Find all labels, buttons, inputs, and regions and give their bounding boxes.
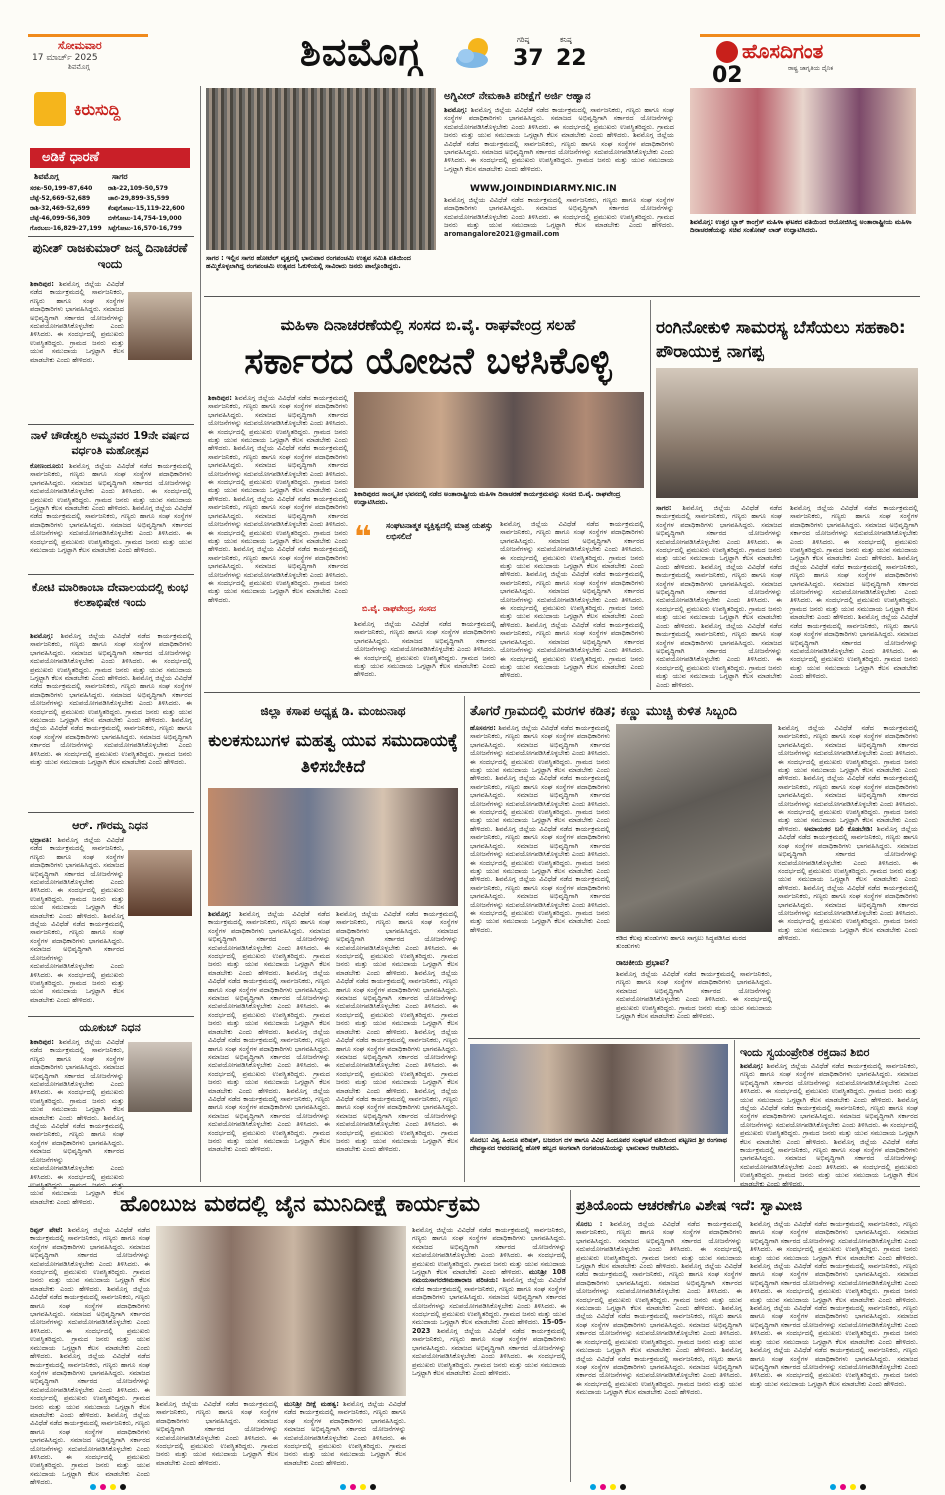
min-temp: 22 (556, 46, 587, 71)
subhead: ಮುನಿಶ್ರೀ ದೀಕ್ಷೆ ಮಹತ್ವ: (284, 1400, 339, 1408)
adike-rate: ಸಿಪ್ಪೆಗೋಟು-16,570-16,799 (108, 225, 182, 232)
adike-rate: ಕೆಂಪುಗೋಟು-15,119-22,600 (108, 205, 185, 212)
hombuja-title: ಹೊಂಬುಜ ಮಠದಲ್ಲಿ ಜೈನ ಮುನಿದೀಕ್ಷೆ ಕಾರ್ಯಕ್ರಮ (119, 1192, 481, 1217)
lead: ಹೊಸನಗರ: (470, 724, 496, 732)
masthead-city-small: ಶಿವಮೊಗ್ಗ (68, 63, 90, 71)
adike-rate: ಬಿಳೆಗೋಟು-14,754-19,000 (108, 215, 182, 222)
rangapanchami-photo (206, 88, 436, 250)
right-story-photo (656, 368, 918, 498)
body-text: ಶಿವಮೊಗ್ಗ ಜಿಲ್ಲೆಯ ವಿವಿಧೆಡೆ ನಡೆದ ಕಾರ್ಯಕ್ರಮದಲ್ಲಿ ಸಾರ್ವಜನಿಕರು, ಗಣ್ಯರು ಹಾಗೂ ಸಂಘ ಸಂಸ್ಥೆಗಳ ಪದಾಧಿಕಾರಿಗಳು ಭಾಗವಹಿಸಿದ್ದರು. ಸಮಾಜದ ಅಭಿವೃದ್ಧಿಗಾಗಿ ಸರ್ಕಾರದ ಯೋಜನೆಗಳನ್ನು ಸದುಪಯೋಗಪಡಿಸಿಕೊಳ್ಳಬೇಕು ಎಂದು ತಿಳಿಸಿದರು. ಈ ಸಂದರ್ಭದಲ್ಲಿ ಪ್ರಮುಖರು ಉಪಸ್ಥಿತರಿದ್ದರು. ಗ್ರಾಮದ ಜನರು ಮತ್ತು ಯುವ ಸಮುದಾಯ ಒಗ್ಗಟ್ಟಾಗಿ ಕೆಲಸ ಮಾಡಬೇಕು ಎಂದು ಹೇಳಿದರು. (790, 504, 918, 563)
adike-rate: ಗೊರಬಲು-16,829-27,199 (30, 225, 102, 232)
lead: ಸೊರಬ : (576, 1220, 603, 1228)
lead: ರಿಪ್ಪನ್ ಪೇಟೆ: (30, 1226, 63, 1234)
body-text: ಶಿವಮೊಗ್ಗ ಜಿಲ್ಲೆಯ ವಿವಿಧೆಡೆ ನಡೆದ ಕಾರ್ಯಕ್ರಮದಲ್ಲಿ ಸಾರ್ವಜನಿಕರು, ಗಣ್ಯರು ಹಾಗೂ ಸಂಘ ಸಂಸ್ಥೆಗಳ ಪದಾಧಿಕಾರಿಗಳು ಭಾಗವಹಿಸಿದ್ದರು. ಸಮಾಜದ ಅಭಿವೃದ್ಧಿಗಾಗಿ ಸರ್ಕಾರದ ಯೋಜನೆಗಳನ್ನು ಸದುಪಯೋಗಪಡಿಸಿಕೊಳ್ಳಬೇಕು ಎಂದು ತಿಳಿಸಿದರು. ಈ ಸಂದರ್ಭದಲ್ಲಿ ಪ್ರಮುಖರು ಉಪಸ್ಥಿತರಿದ್ದರು. ಗ್ರಾಮದ ಜನರು ಮತ್ತು ಯುವ ಸಮುದಾಯ ಒಗ್ಗಟ್ಟಾಗಿ ಕೆಲಸ ಮಾಡಬೇಕು ಎಂದು ಹೇಳಿದರು. (750, 1346, 919, 1388)
quote-icon: ❝ (354, 520, 372, 555)
adike-rate: ಸರಕು-50,199-87,640 (30, 185, 93, 192)
protest-photo (470, 1044, 728, 1134)
sidebar-story-3-body (30, 632, 192, 808)
min-temp-label: ಕನಿಷ್ಠ (560, 36, 572, 44)
lead: ಕೋಣಂದೂರು: (30, 462, 64, 470)
lead: ಶಿವಮೊಗ್ಗ: (30, 632, 54, 640)
masthead-title: ಶಿವಮೊಗ್ಗ (300, 30, 423, 74)
body-text: ಶಿವಮೊಗ್ಗ ಜಿಲ್ಲೆಯ ವಿವಿಧೆಡೆ ನಡೆದ ಕಾರ್ಯಕ್ರಮದಲ್ಲಿ ಸಾರ್ವಜನಿಕರು, ಗಣ್ಯರು ಹಾಗೂ ಸಂಘ ಸಂಸ್ಥೆಗಳ ಪದಾಧಿಕಾರಿಗಳು ಭಾಗವಹಿಸಿದ್ದರು. ಸಮಾಜದ ಅಭಿವೃದ್ಧಿಗಾಗಿ ಸರ್ಕಾರದ ಯೋಜನೆಗಳನ್ನು ಸದುಪಯೋಗಪಡಿಸಿಕೊಳ್ಳಬೇಕು ಎಂದು ತಿಳಿಸಿದರು. ಈ ಸಂದರ್ಭದಲ್ಲಿ ಪ್ರಮುಖರು ಉಪಸ್ಥಿತರಿದ್ದರು. ಗ್ರಾಮದ ಜನರು ಮತ್ತು ಯುವ ಸಮುದಾಯ ಒಗ್ಗಟ್ಟಾಗಿ ಕೆಲಸ ಮಾಡಬೇಕು ಎಂದು ಹೇಳಿದರು. (656, 562, 783, 630)
lead: ಭದ್ರಾವತಿ: (30, 836, 52, 844)
adike-rate: ಚಾಲಿ-29,899-35,599 (108, 195, 170, 202)
trees-body-1 (470, 724, 610, 1036)
body-text: ಶಿವಮೊಗ್ಗ ಜಿಲ್ಲೆಯ ವಿವಿಧೆಡೆ ನಡೆದ ಕಾರ್ಯಕ್ರಮದಲ್ಲಿ ಸಾರ್ವಜನಿಕರು, ಗಣ್ಯರು ಹಾಗೂ ಸಂಘ ಸಂಸ್ಥೆಗಳ ಪದಾಧಿಕಾರಿಗಳು ಭಾಗವಹಿಸಿದ್ದರು. ಸಮಾಜದ ಅಭಿವೃದ್ಧಿಗಾಗಿ ಸರ್ಕಾರದ ಯೋಜನೆಗಳನ್ನು ಸದುಪಯೋಗಪಡಿಸಿಕೊಳ್ಳಬೇಕು ಎಂದು ತಿಳಿಸಿದರು. ಈ ಸಂದರ್ಭದಲ್ಲಿ ಪ್ರಮುಖರು ಉಪಸ್ಥಿತರಿದ್ದರು. ಗ್ರಾಮದ ಜನರು ಮತ್ತು ಯುವ ಸಮುದಾಯ ಒಗ್ಗಟ್ಟಾಗಿ ಕೆಲಸ ಮಾಡಬೇಕು ಎಂದು ಹೇಳಿದರು. (616, 970, 772, 1021)
weather-icon (450, 36, 496, 70)
agniveer-title: ಅಗ್ನಿವೀರ್ ನೇಮಕಾತಿ ಪರೀಕ್ಷೆಗೆ ಅರ್ಜಿ ಆಹ್ವಾನ (444, 91, 591, 102)
hombuja-body-3 (156, 1400, 278, 1478)
date: 15-05-2023 (412, 1318, 566, 1335)
lead-title: ಸರ್ಕಾರದ ಯೋಜನೆ ಬಳಸಿಕೊಳ್ಳಿ (244, 341, 612, 382)
body-text: ಶಿವಮೊಗ್ಗ ಜಿಲ್ಲೆಯ ವಿವಿಧೆಡೆ ನಡೆದ ಕಾರ್ಯಕ್ರಮದಲ್ಲಿ ಸಾರ್ವಜನಿಕರು, ಗಣ್ಯರು ಹಾಗೂ ಸಂಘ ಸಂಸ್ಥೆಗಳ ಪದಾಧಿಕಾರಿಗಳು ಭಾಗವಹಿಸಿದ್ದರು. ಸಮಾಜದ ಅಭಿವೃದ್ಧಿಗಾಗಿ ಸರ್ಕಾರದ ಯೋಜನೆಗಳನ್ನು ಸದುಪಯೋಗಪಡಿಸಿಕೊಳ್ಳಬೇಕು ಎಂದು ತಿಳಿಸಿದರು. ಈ ಸಂದರ್ಭದಲ್ಲಿ ಪ್ರಮುಖರು ಉಪಸ್ಥಿತರಿದ್ದರು. ಗ್ರಾಮದ ಜನರು ಮತ್ತು ಯುವ ಸಮುದಾಯ ಒಗ್ಗಟ್ಟಾಗಿ ಕೆಲಸ ಮಾಡಬೇಕು ಎಂದು ಹೇಳಿದರು. (500, 570, 644, 629)
hombuja-body-2 (412, 1226, 566, 1478)
adike-rates-1 (30, 184, 110, 234)
sidebar-story-5-photo (128, 1042, 192, 1112)
lead: ಸಾಗರ: (656, 504, 672, 512)
blood-title: ಇಂದು ಸ್ವಯಂಪ್ರೇರಿತ ರಕ್ತದಾನ ಶಿಬಿರ (740, 1046, 870, 1059)
body-text: ಶಿವಮೊಗ್ಗ ಜಿಲ್ಲೆಯ ವಿವಿಧೆಡೆ ನಡೆದ ಕಾರ್ಯಕ್ರಮದಲ್ಲಿ ಸಾರ್ವಜನಿಕರು, ಗಣ್ಯರು ಹಾಗೂ ಸಂಘ ಸಂಸ್ಥೆಗಳ ಪದಾಧಿಕಾರಿಗಳು ಭಾಗವಹಿಸಿದ್ದರು. ಸಮಾಜದ ಅಭಿವೃದ್ಧಿಗಾಗಿ ಸರ್ಕಾರದ ಯೋಜನೆಗಳನ್ನು ಸದುಪಯೋಗಪಡಿಸಿಕೊಳ್ಳಬೇಕು ಎಂದು ತಿಳಿಸಿದರು. ಈ ಸಂದರ್ಭದಲ್ಲಿ ಪ್ರಮುಖರು ಉಪಸ್ಥಿತರಿದ್ದರು. ಗ್ರಾಮದ ಜನರು ಮತ್ತು ಯುವ ಸಮುದಾಯ ಒಗ್ಗಟ್ಟಾಗಿ ಕೆಲಸ ಮಾಡಬೇಕು ಎಂದು ಹೇಳಿದರು. (30, 911, 124, 1004)
body-text: ಶಿವಮೊಗ್ಗ ಜಿಲ್ಲೆಯ ವಿವಿಧೆಡೆ ನಡೆದ ಕಾರ್ಯಕ್ರಮದಲ್ಲಿ ಸಾರ್ವಜನಿಕರು, ಗಣ್ಯರು ಹಾಗೂ ಸಂಘ ಸಂಸ್ಥೆಗಳ ಪದಾಧಿಕಾರಿಗಳು ಭಾಗವಹಿಸಿದ್ದರು. ಸಮಾಜದ ಅಭಿವೃದ್ಧಿಗಾಗಿ ಸರ್ಕಾರದ ಯೋಜನೆಗಳನ್ನು ಸದುಪಯೋಗಪಡಿಸಿಕೊಳ್ಳಬೇಕು ಎಂದು ತಿಳಿಸಿದರು. ಈ ಸಂದರ್ಭದಲ್ಲಿ ಪ್ರಮುಖರು ಉಪಸ್ಥಿತರಿದ್ದರು. ಗ್ರಾಮದ ಜನರು ಮತ್ತು ಯುವ ಸಮುದಾಯ ಒಗ್ಗಟ್ಟಾಗಿ ಕೆಲಸ ಮಾಡಬೇಕು ಎಂದು ಹೇಳಿದರು. (30, 1410, 150, 1487)
registration-marks (90, 1484, 870, 1492)
trees-body-3 (778, 724, 918, 1036)
body-text: ಶಿವಮೊಗ್ಗ ಜಿಲ್ಲೆಯ ವಿವಿಧೆಡೆ ನಡೆದ ಕಾರ್ಯಕ್ರಮದಲ್ಲಿ ಸಾರ್ವಜನಿಕರು, ಗಣ್ಯರು ಹಾಗೂ ಸಂಘ ಸಂಸ್ಥೆಗಳ ಪದಾಧಿಕಾರಿಗಳು ಭಾಗವಹಿಸಿದ್ದರು. ಸಮಾಜದ ಅಭಿವೃದ್ಧಿಗಾಗಿ ಸರ್ಕಾರದ ಯೋಜನೆಗಳನ್ನು ಸದುಪಯೋಗಪಡಿಸಿಕೊಳ್ಳಬೇಕು ಎಂದು ತಿಳಿಸಿದರು. ಈ ಸಂದರ್ಭದಲ್ಲಿ ಪ್ರಮುಖರು ಉಪಸ್ಥಿತರಿದ್ದರು. ಗ್ರಾಮದ ಜನರು ಮತ್ತು ಯುವ ಸಮುದಾಯ ಒಗ್ಗಟ್ಟಾಗಿ ಕೆಲಸ ಮಾಡಬೇಕು ಎಂದು ಹೇಳಿದರು. (750, 1220, 919, 1262)
trees-body-2 (616, 970, 772, 1036)
adike-rate: ಬೆಟ್ಟೆ-46,099-56,309 (30, 215, 91, 222)
agniveer-body (444, 106, 674, 186)
body-text: ಶಿವಮೊಗ್ಗ ಜಿಲ್ಲೆಯ ವಿವಿಧೆಡೆ ನಡೆದ ಕಾರ್ಯಕ್ರಮದಲ್ಲಿ ಸಾರ್ವಜನಿಕರು, ಗಣ್ಯರು ಹಾಗೂ ಸಂಘ ಸಂಸ್ಥೆಗಳ ಪದಾಧಿಕಾರಿಗಳು ಭಾಗವಹಿಸಿದ್ದರು. ಸಮಾಜದ ಅಭಿವೃದ್ಧಿಗಾಗಿ ಸರ್ಕಾರದ ಯೋಜನೆಗಳನ್ನು ಸದುಪಯೋಗಪಡಿಸಿಕೊಳ್ಳಬೇಕು ಎಂದು ತಿಳಿಸಿದರು. ಈ ಸಂದರ್ಭದಲ್ಲಿ ಪ್ರಮುಖರು ಉಪಸ್ಥಿತರಿದ್ದರು. ಗ್ರಾಮದ ಜನರು ಮತ್ತು ಯುವ ಸಮುದಾಯ ಒಗ್ಗಟ್ಟಾಗಿ ಕೆಲಸ ಮಾಡಬೇಕು ಎಂದು ಹೇಳಿದರು. (740, 1062, 918, 1104)
body-text: ಶಿವಮೊಗ್ಗ ಜಿಲ್ಲೆಯ ವಿವಿಧೆಡೆ ನಡೆದ ಕಾರ್ಯಕ್ರಮದಲ್ಲಿ ಸಾರ್ವಜನಿಕರು, ಗಣ್ಯರು ಹಾಗೂ ಸಂಘ ಸಂಸ್ಥೆಗಳ ಪದಾಧಿಕಾರಿಗಳು ಭಾಗವಹಿಸಿದ್ದರು. ಸಮಾಜದ ಅಭಿವೃದ್ಧಿಗಾಗಿ ಸರ್ಕಾರದ ಯೋಜನೆಗಳನ್ನು ಸದುಪಯೋಗಪಡಿಸಿಕೊಳ್ಳಬೇಕು ಎಂದು ತಿಳಿಸಿದರು. ಈ ಸಂದರ್ಭದಲ್ಲಿ ಪ್ರಮುಖರು ಉಪಸ್ಥಿತರಿದ್ದರು. ಗ್ರಾಮದ ಜನರು ಮತ್ತು ಯುವ ಸಮುದಾಯ ಒಗ್ಗಟ್ಟಾಗಿ ಕೆಲಸ ಮಾಡಬೇಕು ಎಂದು ಹೇಳಿದರು. (444, 131, 674, 173)
masthead-date-box (28, 34, 148, 70)
sidebar-story-5-title: ಯೂಕುಬ್ ನಿಧನ (79, 1021, 141, 1034)
sidebar-story-1-body (30, 280, 124, 420)
body-text: ಶಿವಮೊಗ್ಗ ಜಿಲ್ಲೆಯ ವಿವಿಧೆಡೆ ನಡೆದ ಕಾರ್ಯಕ್ರಮದಲ್ಲಿ ಸಾರ್ವಜನಿಕರು, ಗಣ್ಯರು ಹಾಗೂ ಸಂಘ ಸಂಸ್ಥೆಗಳ ಪದಾಧಿಕಾರಿಗಳು ಭಾಗವಹಿಸಿದ್ದರು. ಸಮಾಜದ ಅಭಿವೃದ್ಧಿಗಾಗಿ ಸರ್ಕಾರದ ಯೋಜನೆಗಳನ್ನು ಸದುಪಯೋಗಪಡಿಸಿಕೊಳ್ಳಬೇಕು ಎಂದು ತಿಳಿಸಿದರು. ಈ ಸಂದರ್ಭದಲ್ಲಿ ಪ್ರಮುಖರು ಉಪಸ್ಥಿತರಿದ್ದರು. ಗ್ರಾಮದ ಜನರು ಮತ್ತು ಯುವ ಸಮುದಾಯ ಒಗ್ಗಟ್ಟಾಗಿ ಕೆಲಸ ಮಾಡಬೇಕು ಎಂದು ಹೇಳಿದರು. (30, 1038, 124, 1122)
sidebar-story-4-body (30, 836, 124, 1012)
body-text: ಶಿವಮೊಗ್ಗ ಜಿಲ್ಲೆಯ ವಿವಿಧೆಡೆ ನಡೆದ ಕಾರ್ಯಕ್ರಮದಲ್ಲಿ ಸಾರ್ವಜನಿಕರು, ಗಣ್ಯರು ಹಾಗೂ ಸಂಘ ಸಂಸ್ಥೆಗಳ ಪದಾಧಿಕಾರಿಗಳು ಭಾಗವಹಿಸಿದ್ದರು. ಸಮಾಜದ ಅಭಿವೃದ್ಧಿಗಾಗಿ ಸರ್ಕಾರದ ಯೋಜನೆಗಳನ್ನು ಸದುಪಯೋಗಪಡಿಸಿಕೊಳ್ಳಬೇಕು ಎಂದು ತಿಳಿಸಿದರು. ಈ ಸಂದರ್ಭದಲ್ಲಿ ಪ್ರಮುಖರು ಉಪಸ್ಥಿತರಿದ್ದರು. ಗ್ರಾಮದ ಜನರು ಮತ್ತು ಯುವ ಸಮುದಾಯ ಒಗ್ಗಟ್ಟಾಗಿ ಕೆಲಸ ಮಾಡಬೇಕು ಎಂದು ಹೇಳಿದರು. (778, 774, 918, 833)
kasapa-body-2 (336, 910, 458, 1178)
swamiji-body-1 (576, 1220, 742, 1478)
right-story-body-2 (790, 504, 918, 690)
body-text: ಶಿವಮೊಗ್ಗ ಜಿಲ್ಲೆಯ ವಿವಿಧೆಡೆ ನಡೆದ ಕಾರ್ಯಕ್ರಮದಲ್ಲಿ ಸಾರ್ವಜನಿಕರು, ಗಣ್ಯರು ಹಾಗೂ ಸಂಘ ಸಂಸ್ಥೆಗಳ ಪದಾಧಿಕಾರಿಗಳು ಭಾಗವಹಿಸಿದ್ದರು. ಸಮಾಜದ ಅಭಿವೃದ್ಧಿಗಾಗಿ ಸರ್ಕಾರದ ಯೋಜನೆಗಳನ್ನು ಸದುಪಯೋಗಪಡಿಸಿಕೊಳ್ಳಬೇಕು ಎಂದು ತಿಳಿಸಿದರು. ಈ ಸಂದರ್ಭದಲ್ಲಿ ಪ್ರಮುಖರು ಉಪಸ್ಥಿತರಿದ್ದರು. ಗ್ರಾಮದ ಜನರು ಮತ್ತು ಯುವ ಸಮುದಾಯ ಒಗ್ಗಟ್ಟಾಗಿ ಕೆಲಸ ಮಾಡಬೇಕು ಎಂದು ಹೇಳಿದರು. (500, 520, 644, 579)
lead: ಶಿಕಾರಿಪುರ: (208, 394, 232, 402)
body-text: ಶಿವಮೊಗ್ಗ ಜಿಲ್ಲೆಯ ವಿವಿಧೆಡೆ ನಡೆದ ಕಾರ್ಯಕ್ರಮದಲ್ಲಿ ಸಾರ್ವಜನಿಕರು, ಗಣ್ಯರು ಹಾಗೂ ಸಂಘ ಸಂಸ್ಥೆಗಳ ಪದಾಧಿಕಾರಿಗಳು ಭಾಗವಹಿಸಿದ್ದರು. ಸಮಾಜದ ಅಭಿವೃದ್ಧಿಗಾಗಿ ಸರ್ಕಾರದ ಯೋಜನೆಗಳನ್ನು ಸದುಪಯೋಗಪಡಿಸಿಕೊಳ್ಳಬೇಕು ಎಂದು ತಿಳಿಸಿದರು. ಈ ಸಂದರ್ಭದಲ್ಲಿ ಪ್ರಮುಖರು ಉಪಸ್ಥಿತರಿದ್ದರು. ಗ್ರಾಮದ ಜನರು ಮತ್ತು ಯುವ ಸಮುದಾಯ ಒಗ್ಗಟ್ಟಾಗಿ ಕೆಲಸ ಮಾಡಬೇಕು ಎಂದು ಹೇಳಿದರು. (740, 1095, 918, 1146)
body-text: ಶಿವಮೊಗ್ಗ ಜಿಲ್ಲೆಯ ವಿವಿಧೆಡೆ ನಡೆದ ಕಾರ್ಯಕ್ರಮದಲ್ಲಿ ಸಾರ್ವಜನಿಕರು, ಗಣ್ಯರು ಹಾಗೂ ಸಂಘ ಸಂಸ್ಥೆಗಳ ಪದಾಧಿಕಾರಿಗಳು ಭಾಗವಹಿಸಿದ್ದರು. ಸಮಾಜದ ಅಭಿವೃದ್ಧಿಗಾಗಿ ಸರ್ಕಾರದ ಯೋಜನೆಗಳನ್ನು ಸದುಪಯೋಗಪಡಿಸಿಕೊಳ್ಳಬೇಕು ಎಂದು ತಿಳಿಸಿದರು. ಈ ಸಂದರ್ಭದಲ್ಲಿ ಪ್ರಮುಖರು ಉಪಸ್ಥಿತರಿದ್ದರು. ಗ್ರಾಮದ ಜನರು ಮತ್ತು ಯುವ ಸಮುದಾಯ ಒಗ್ಗಟ್ಟಾಗಿ ಕೆಲಸ ಮಾಡಬೇಕು ಎಂದು ಹೇಳಿದರು. (778, 883, 918, 943)
body-text: ಶಿವಮೊಗ್ಗ ಜಿಲ್ಲೆಯ ವಿವಿಧೆಡೆ ನಡೆದ ಕಾರ್ಯಕ್ರಮದಲ್ಲಿ ಸಾರ್ವಜನಿಕರು, ಗಣ್ಯರು ಹಾಗೂ ಸಂಘ ಸಂಸ್ಥೆಗಳ ಪದಾಧಿಕಾರಿಗಳು ಭಾಗವಹಿಸಿದ್ದರು. ಸಮಾಜದ ಅಭಿವೃದ್ಧಿಗಾಗಿ ಸರ್ಕಾರದ ಯೋಜನೆಗಳನ್ನು ಸದುಪಯೋಗಪಡಿಸಿಕೊಳ್ಳಬೇಕು ಎಂದು ತಿಳಿಸಿದರು. ಈ ಸಂದರ್ಭದಲ್ಲಿ ಪ್ರಮುಖರು ಉಪಸ್ಥಿತರಿದ್ದರು. ಗ್ರಾಮದ ಜನರು ಮತ್ತು ಯುವ ಸಮುದಾಯ ಒಗ್ಗಟ್ಟಾಗಿ ಕೆಲಸ ಮಾಡಬೇಕು ಎಂದು ಹೇಳಿದರು. (778, 724, 918, 783)
brand-box (700, 34, 920, 86)
adike-market-1: ಶಿವಮೊಗ್ಗ (34, 172, 59, 181)
body-text: ಶಿವಮೊಗ್ಗ ಜಿಲ್ಲೆಯ ವಿವಿಧೆಡೆ ನಡೆದ ಕಾರ್ಯಕ್ರಮದಲ್ಲಿ ಸಾರ್ವಜನಿಕರು, ಗಣ್ಯರು ಹಾಗೂ ಸಂಘ ಸಂಸ್ಥೆಗಳ ಪದಾಧಿಕಾರಿಗಳು ಭಾಗವಹಿಸಿದ್ದರು. ಸಮಾಜದ ಅಭಿವೃದ್ಧಿಗಾಗಿ ಸರ್ಕಾರದ ಯೋಜನೆಗಳನ್ನು ಸದುಪಯೋಗಪಡಿಸಿಕೊಳ್ಳಬೇಕು ಎಂದು ತಿಳಿಸಿದರು. ಈ ಸಂದರ್ಭದಲ್ಲಿ ಪ್ರಮುಖರು ಉಪಸ್ಥಿತರಿದ್ದರು. ಗ್ರಾಮದ ಜನರು ಮತ್ತು ಯುವ ಸಮುದಾಯ ಒಗ್ಗಟ್ಟಾಗಿ ಕೆಲಸ ಮಾಡಬೇಕು ಎಂದು ಹೇಳಿದರು. (354, 620, 496, 679)
kasapa-title: ಕುಲಕಸುಬುಗಳ ಮಹತ್ವ ಯುವ ಸಮುದಾಯಕ್ಕೆ ತಿಳಿಸಬೇಕಿದೆ (208, 731, 458, 777)
body-text: ಶಿವಮೊಗ್ಗ ಜಿಲ್ಲೆಯ ವಿವಿಧೆಡೆ ನಡೆದ ಕಾರ್ಯಕ್ರಮದಲ್ಲಿ ಸಾರ್ವಜನಿಕರು, ಗಣ್ಯರು ಹಾಗೂ ಸಂಘ ಸಂಸ್ಥೆಗಳ ಪದಾಧಿಕಾರಿಗಳು ಭಾಗವಹಿಸಿದ್ದರು. ಸಮಾಜದ ಅಭಿವೃದ್ಧಿಗಾಗಿ ಸರ್ಕಾರದ ಯೋಜನೆಗಳನ್ನು ಸದುಪಯೋಗಪಡಿಸಿಕೊಳ್ಳಬೇಕು ಎಂದು ತಿಳಿಸಿದರು. ಈ ಸಂದರ್ಭದಲ್ಲಿ ಪ್ರಮುಖರು ಉಪಸ್ಥಿತರಿದ್ದರು. ಗ್ರಾಮದ ಜನರು ಮತ್ತು ಯುವ ಸಮುದಾಯ ಒಗ್ಗಟ್ಟಾಗಿ ಕೆಲಸ ಮಾಡಬೇಕು ಎಂದು ಹೇಳಿದರು. (208, 1086, 330, 1154)
body-text: ಶಿವಮೊಗ್ಗ ಜಿಲ್ಲೆಯ ವಿವಿಧೆಡೆ ನಡೆದ ಕಾರ್ಯಕ್ರಮದಲ್ಲಿ ಸಾರ್ವಜನಿಕರು, ಗಣ್ಯರು ಹಾಗೂ ಸಂಘ ಸಂಸ್ಥೆಗಳ ಪದಾಧಿಕಾರಿಗಳು ಭಾಗವಹಿಸಿದ್ದರು. ಸಮಾಜದ ಅಭಿವೃದ್ಧಿಗಾಗಿ ಸರ್ಕಾರದ ಯೋಜನೆಗಳನ್ನು ಸದುಪಯೋಗಪಡಿಸಿಕೊಳ್ಳಬೇಕು ಎಂದು ತಿಳಿಸಿದರು. ಈ ಸಂದರ್ಭದಲ್ಲಿ ಪ್ರಮುಖರು ಉಪಸ್ಥಿತರಿದ್ದರು. ಗ್ರಾಮದ ಜನರು ಮತ್ತು ಯುವ ಸಮುದಾಯ ಒಗ್ಗಟ್ಟಾಗಿ ಕೆಲಸ ಮಾಡಬೇಕು ಎಂದು ಹೇಳಿದರು. (208, 545, 348, 604)
adike-market-2: ಸಾಗರ (112, 172, 128, 181)
hombuja-photo (156, 1226, 406, 1396)
swamiji-body-2 (750, 1220, 918, 1478)
lead-quote: ಸಂಘಟನಾತ್ಮಕ ವ್ಯಕ್ತಿತ್ವದಲ್ಲಿ ಮಾತ್ರ ಯಶಸ್ಸು ಲಭಿಸಲಿದೆ (386, 521, 493, 541)
hombuja-body-1 (30, 1226, 150, 1487)
body-text: ಶಿವಮೊಗ್ಗ ಜಿಲ್ಲೆಯ ವಿವಿಧೆಡೆ ನಡೆದ ಕಾರ್ಯಕ್ರಮದಲ್ಲಿ ಸಾರ್ವಜನಿಕರು, ಗಣ್ಯರು ಹಾಗೂ ಸಂಘ ಸಂಸ್ಥೆಗಳ ಪದಾಧಿಕಾರಿಗಳು ಭಾಗವಹಿಸಿದ್ದರು. ಸಮಾಜದ ಅಭಿವೃದ್ಧಿಗಾಗಿ ಸರ್ಕಾರದ ಯೋಜನೆಗಳನ್ನು ಸದುಪಯೋಗಪಡಿಸಿಕೊಳ್ಳಬೇಕು ಎಂದು ತಿಳಿಸಿದರು. ಈ ಸಂದರ್ಭದಲ್ಲಿ ಪ್ರಮುಖರು ಉಪಸ್ಥಿತರಿದ್ದರು. ಗ್ರಾಮದ ಜನರು ಮತ್ತು ಯುವ ಸಮುದಾಯ ಒಗ್ಗಟ್ಟಾಗಿ ಕೆಲಸ ಮಾಡಬೇಕು ಎಂದು ಹೇಳಿದರು. (750, 1304, 919, 1346)
congress-women-caption: ಶಿವಮೊಗ್ಗ: ಉತ್ತರ ಬ್ಲಾಕ್ ಕಾಂಗ್ರೆಸ್ ಮಹಿಳಾ ಘಟಕದ ವತಿಯಿಂದ ಆಯೋಜಿಸಿದ್ದ ಅಂತಾರಾಷ್ಟ್ರೀಯ ಮಹಿಳಾ ದಿನಾಚರಣೆಯನ್ನು ಸಚಿವ ಸಂತೋಷ್ ಲಾಡ್ ಉದ್ಘಾಟಿಸಿದರು. (690, 218, 912, 235)
body-text: ಶಿವಮೊಗ್ಗ ಜಿಲ್ಲೆಯ ವಿವಿಧೆಡೆ ನಡೆದ ಕಾರ್ಯಕ್ರಮದಲ್ಲಿ ಸಾರ್ವಜನಿಕರು, ಗಣ್ಯರು ಹಾಗೂ ಸಂಘ ಸಂಸ್ಥೆಗಳ ಪದಾಧಿಕಾರಿಗಳು ಭಾಗವಹಿಸಿದ್ದರು. ಸಮಾಜದ ಅಭಿವೃದ್ಧಿಗಾಗಿ ಸರ್ಕಾರದ ಯೋಜನೆಗಳನ್ನು ಸದುಪಯೋಗಪಡಿಸಿಕೊಳ್ಳಬೇಕು ಎಂದು ತಿಳಿಸಿದರು. ಈ ಸಂದರ್ಭದಲ್ಲಿ ಪ್ರಮುಖರು ಉಪಸ್ಥಿತರಿದ್ದರು. ಗ್ರಾಮದ ಜನರು ಮತ್ತು ಯುವ ಸಮುದಾಯ ಒಗ್ಗಟ್ಟಾಗಿ ಕೆಲಸ ಮಾಡಬೇಕು ಎಂದು ಹೇಳಿದರು. (208, 1027, 330, 1095)
body-text: ಶಿವಮೊಗ್ಗ ಜಿಲ್ಲೆಯ ವಿವಿಧೆಡೆ ನಡೆದ ಕಾರ್ಯಕ್ರಮದಲ್ಲಿ ಸಾರ್ವಜನಿಕರು, ಗಣ್ಯರು ಹಾಗೂ ಸಂಘ ಸಂಸ್ಥೆಗಳ ಪದಾಧಿಕಾರಿಗಳು ಭಾಗವಹಿಸಿದ್ದರು. ಸಮಾಜದ ಅಭಿವೃದ್ಧಿಗಾಗಿ ಸರ್ಕಾರದ ಯೋಜನೆಗಳನ್ನು ಸದುಪಯೋಗಪಡಿಸಿಕೊಳ್ಳಬೇಕು ಎಂದು ತಿಳಿಸಿದರು. ಈ ಸಂದರ್ಭದಲ್ಲಿ ಪ್ರಮುಖರು ಉಪಸ್ಥಿತರಿದ್ದರು. ಗ್ರಾಮದ ಜನರು ಮತ್ತು ಯುವ ಸಮುದಾಯ ಒಗ್ಗಟ್ಟಾಗಿ ಕೆಲಸ ಮಾಡಬೇಕು ಎಂದು ಹೇಳಿದರು. (412, 1276, 566, 1327)
adike-rate: ಬೆಟ್ಟೆ-52,669-52,689 (30, 195, 91, 202)
lead-body-col3 (354, 620, 496, 684)
sidebar-story-1-title: ಪುನೀತ್ ರಾಜಕುಮಾರ್ ಜನ್ಮ ದಿನಾಚರಣೆ ಇಂದು (32, 241, 188, 271)
lead-body-col1 (208, 394, 348, 684)
body-text: ಶಿವಮೊಗ್ಗ ಜಿಲ್ಲೆಯ ವಿವಿಧೆಡೆ ನಡೆದ ಕಾರ್ಯಕ್ರಮದಲ್ಲಿ ಸಾರ್ವಜನಿಕರು, ಗಣ್ಯರು ಹಾಗೂ ಸಂಘ ಸಂಸ್ಥೆಗಳ ಪದಾಧಿಕಾರಿಗಳು ಭಾಗವಹಿಸಿದ್ದರು. ಸಮಾಜದ ಅಭಿವೃದ್ಧಿಗಾಗಿ ಸರ್ಕಾರದ ಯೋಜನೆಗಳನ್ನು ಸದುಪಯೋಗಪಡಿಸಿಕೊಳ್ಳಬೇಕು ಎಂದು ತಿಳಿಸಿದರು. ಈ ಸಂದರ್ಭದಲ್ಲಿ ಪ್ರಮುಖರು ಉಪಸ್ಥಿತರಿದ್ದರು. ಗ್ರಾಮದ ಜನರು ಮತ್ತು ಯುವ ಸಮುದಾಯ ಒಗ್ಗಟ್ಟಾಗಿ ಕೆಲಸ ಮಾಡಬೇಕು ಎಂದು ಹೇಳಿದರು. (30, 674, 192, 725)
right-story-title: ರಂಗಿನೋಕುಳಿ ಸಾಮರಸ್ಯ ಬೆಸೆಯಲು ಸಹಕಾರಿ: ಪೌರಾಯುಕ್ತ ನಾಗಪ್ಪ (656, 318, 906, 362)
body-text: ಶಿವಮೊಗ್ಗ ಜಿಲ್ಲೆಯ ವಿವಿಧೆಡೆ ನಡೆದ ಕಾರ್ಯಕ್ರಮದಲ್ಲಿ ಸಾರ್ವಜನಿಕರು, ಗಣ್ಯರು ಹಾಗೂ ಸಂಘ ಸಂಸ್ಥೆಗಳ ಪದಾಧಿಕಾರಿಗಳು ಭಾಗವಹಿಸಿದ್ದರು. ಸಮಾಜದ ಅಭಿವೃದ್ಧಿಗಾಗಿ ಸರ್ಕಾರದ ಯೋಜನೆಗಳನ್ನು ಸದುಪಯೋಗಪಡಿಸಿಕೊಳ್ಳಬೇಕು ಎಂದು ತಿಳಿಸಿದರು. ಈ ಸಂದರ್ಭದಲ್ಲಿ ಪ್ರಮುಖರು ಉಪಸ್ಥಿತರಿದ್ದರು. ಗ್ರಾಮದ ಜನರು ಮತ್ತು ಯುವ ಸಮುದಾಯ ಒಗ್ಗಟ್ಟಾಗಿ ಕೆಲಸ ಮಾಡಬೇಕು ಎಂದು ಹೇಳಿದರು. (30, 462, 192, 513)
agniveer-url[interactable]: WWW.JOINDINDIARMY.NIC.IN (470, 184, 617, 194)
page-number: 02 (712, 63, 743, 88)
lead-photo (354, 392, 644, 488)
body-text: ಶಿವಮೊಗ್ಗ ಜಿಲ್ಲೆಯ ವಿವಿಧೆಡೆ ನಡೆದ ಕಾರ್ಯಕ್ರಮದಲ್ಲಿ ಸಾರ್ವಜನಿಕರು, ಗಣ್ಯರು ಹಾಗೂ ಸಂಘ ಸಂಸ್ಥೆಗಳ ಪದಾಧಿಕಾರಿಗಳು ಭಾಗವಹಿಸಿದ್ದರು. ಸಮಾಜದ ಅಭಿವೃದ್ಧಿಗಾಗಿ ಸರ್ಕಾರದ ಯೋಜನೆಗಳನ್ನು ಸದುಪಯೋಗಪಡಿಸಿಕೊಳ್ಳಬೇಕು ಎಂದು ತಿಳಿಸಿದರು. ಈ ಸಂದರ್ಭದಲ್ಲಿ ಪ್ರಮುಖರು ಉಪಸ್ಥಿತರಿದ್ದರು. ಗ್ರಾಮದ ಜನರು ಮತ್ತು ಯುವ ಸಮುದಾಯ ಒಗ್ಗಟ್ಟಾಗಿ ಕೆಲಸ ಮಾಡಬೇಕು ಎಂದು ಹೇಳಿದರು. (208, 444, 348, 503)
sidebar-story-2-title: ನಾಳೆ ಚೌಡೇಶ್ವರಿ ಅಮ್ಮನವರ 19ನೇ ವರ್ಷದ ವರ್ಧಂತಿ ಮಹೋತ್ಸವ (30, 429, 190, 457)
adike-rate: ರಾಶಿ-32,469-52,699 (30, 205, 90, 212)
body-text: ಶಿವಮೊಗ್ಗ ಜಿಲ್ಲೆಯ ವಿವಿಧೆಡೆ ನಡೆದ ಕಾರ್ಯಕ್ರಮದಲ್ಲಿ ಸಾರ್ವಜನಿಕರು, ಗಣ್ಯರು ಹಾಗೂ ಸಂಘ ಸಂಸ್ಥೆಗಳ ಪದಾಧಿಕಾರಿಗಳು ಭಾಗವಹಿಸಿದ್ದರು. ಸಮಾಜದ ಅಭಿವೃದ್ಧಿಗಾಗಿ ಸರ್ಕಾರದ ಯೋಜನೆಗಳನ್ನು ಸದುಪಯೋಗಪಡಿಸಿಕೊಳ್ಳಬೇಕು ಎಂದು ತಿಳಿಸಿದರು. ಈ ಸಂದರ್ಭದಲ್ಲಿ ಪ್ರಮುಖರು ಉಪಸ್ಥಿತರಿದ್ದರು. ಗ್ರಾಮದ ಜನರು ಮತ್ತು ಯುವ ಸಮುದಾಯ ಒಗ್ಗಟ್ಟಾಗಿ ಕೆಲಸ ಮಾಡಬೇಕು ಎಂದು ಹೇಳಿದರು. (470, 875, 610, 934)
brand-logo-icon (716, 41, 738, 63)
congress-women-photo (690, 88, 916, 214)
body-text: ಶಿವಮೊಗ್ಗ ಜಿಲ್ಲೆಯ ವಿವಿಧೆಡೆ ನಡೆದ ಕಾರ್ಯಕ್ರಮದಲ್ಲಿ ಸಾರ್ವಜನಿಕರು, ಗಣ್ಯರು ಹಾಗೂ ಸಂಘ ಸಂಸ್ಥೆಗಳ ಪದಾಧಿಕಾರಿಗಳು ಭಾಗವಹಿಸಿದ್ದರು. ಸಮಾಜದ ಅಭಿವೃದ್ಧಿಗಾಗಿ ಸರ್ಕಾರದ ಯೋಜನೆಗಳನ್ನು ಸದುಪಯೋಗಪಡಿಸಿಕೊಳ್ಳಬೇಕು ಎಂದು ತಿಳಿಸಿದರು. ಈ ಸಂದರ್ಭದಲ್ಲಿ ಪ್ರಮುಖರು ಉಪಸ್ಥಿತರಿದ್ದರು. ಗ್ರಾಮದ ಜನರು ಮತ್ತು ಯುವ ಸಮುದಾಯ ಒಗ್ಗಟ್ಟಾಗಿ ಕೆಲಸ ಮಾಡಬೇಕು ಎಂದು ಹೇಳಿದರು. (30, 1284, 150, 1361)
body-text: ಶಿವಮೊಗ್ಗ ಜಿಲ್ಲೆಯ ವಿವಿಧೆಡೆ ನಡೆದ ಕಾರ್ಯಕ್ರಮದಲ್ಲಿ ಸಾರ್ವಜನಿಕರು, ಗಣ್ಯರು ಹಾಗೂ ಸಂಘ ಸಂಸ್ಥೆಗಳ ಪದಾಧಿಕಾರಿಗಳು ಭಾಗವಹಿಸಿದ್ದರು. ಸಮಾಜದ ಅಭಿವೃದ್ಧಿಗಾಗಿ ಸರ್ಕಾರದ ಯೋಜನೆಗಳನ್ನು ಸದುಪಯೋಗಪಡಿಸಿಕೊಳ್ಳಬೇಕು ಎಂದು ತಿಳಿಸಿದರು. ಈ ಸಂದರ್ಭದಲ್ಲಿ ಪ್ರಮುಖರು ಉಪಸ್ಥಿತರಿದ್ದರು. ಗ್ರಾಮದ ಜನರು ಮತ್ತು ಯುವ ಸಮುದಾಯ ಒಗ್ಗಟ್ಟಾಗಿ ಕೆಲಸ ಮಾಡಬೇಕು ಎಂದು ಹೇಳಿದರು. (208, 494, 348, 554)
body-text: ಶಿವಮೊಗ್ಗ ಜಿಲ್ಲೆಯ ವಿವಿಧೆಡೆ ನಡೆದ ಕಾರ್ಯಕ್ರಮದಲ್ಲಿ ಸಾರ್ವಜನಿಕರು, ಗಣ್ಯರು ಹಾಗೂ ಸಂಘ ಸಂಸ್ಥೆಗಳ ಪದಾಧಿಕಾರಿಗಳು ಭಾಗವಹಿಸಿದ್ದರು. ಸಮಾಜದ ಅಭಿವೃದ್ಧಿಗಾಗಿ ಸರ್ಕಾರದ ಯೋಜನೆಗಳನ್ನು ಸದುಪಯೋಗಪಡಿಸಿಕೊಳ್ಳಬೇಕು ಎಂದು ತಿಳಿಸಿದರು. ಈ ಸಂದರ್ಭದಲ್ಲಿ ಪ್ರಮುಖರು ಉಪಸ್ಥಿತರಿದ್ದರು. ಗ್ರಾಮದ ಜನರು ಮತ್ತು ಯುವ ಸಮುದಾಯ ಒಗ್ಗಟ್ಟಾಗಿ ಕೆಲಸ ಮಾಡಬೇಕು ಎಂದು ಹೇಳಿದರು. (470, 824, 610, 884)
right-story-body-1 (656, 504, 782, 690)
body-text: ಶಿವಮೊಗ್ಗ ಜಿಲ್ಲೆಯ ವಿವಿಧೆಡೆ ನಡೆದ ಕಾರ್ಯಕ್ರಮದಲ್ಲಿ ಸಾರ್ವಜನಿಕರು, ಗಣ್ಯರು ಹಾಗೂ ಸಂಘ ಸಂಸ್ಥೆಗಳ ಪದಾಧಿಕಾರಿಗಳು ಭಾಗವಹಿಸಿದ್ದರು. ಸಮಾಜದ ಅಭಿವೃದ್ಧಿಗಾಗಿ ಸರ್ಕಾರದ ಯೋಜನೆಗಳನ್ನು ಸದುಪಯೋಗಪಡಿಸಿಕೊಳ್ಳಬೇಕು ಎಂದು ತಿಳಿಸಿದರು. ಈ ಸಂದರ್ಭದಲ್ಲಿ ಪ್ರಮುಖರು ಉಪಸ್ಥಿತರಿದ್ದರು. ಗ್ರಾಮದ ಜನರು ಮತ್ತು ಯುವ ಸಮುದಾಯ ಒಗ್ಗಟ್ಟಾಗಿ ಕೆಲಸ ಮಾಡಬೇಕು ಎಂದು ಹೇಳಿದರು. (30, 280, 124, 364)
body-text: ಶಿವಮೊಗ್ಗ ಜಿಲ್ಲೆಯ ವಿವಿಧೆಡೆ ನಡೆದ ಕಾರ್ಯಕ್ರಮದಲ್ಲಿ ಸಾರ್ವಜನಿಕರು, ಗಣ್ಯರು ಹಾಗೂ ಸಂಘ ಸಂಸ್ಥೆಗಳ ಪದಾಧಿಕಾರಿಗಳು ಭಾಗವಹಿಸಿದ್ದರು. ಸಮಾಜದ ಅಭಿವೃದ್ಧಿಗಾಗಿ ಸರ್ಕಾರದ ಯೋಜನೆಗಳನ್ನು ಸದುಪಯೋಗಪಡಿಸಿಕೊಳ್ಳಬೇಕು ಎಂದು ತಿಳಿಸಿದರು. ಈ ಸಂದರ್ಭದಲ್ಲಿ ಪ್ರಮುಖರು ಉಪಸ್ಥಿತರಿದ್ದರು. ಗ್ರಾಮದ ಜನರು ಮತ್ತು ಯುವ ಸಮುದಾಯ ಒಗ್ಗಟ್ಟಾಗಿ ಕೆಲಸ ಮಾಡಬೇಕು ಎಂದು ಹೇಳಿದರು. (208, 968, 330, 1036)
body-text: ಶಿವಮೊಗ್ಗ ಜಿಲ್ಲೆಯ ವಿವಿಧೆಡೆ ನಡೆದ ಕಾರ್ಯಕ್ರಮದಲ್ಲಿ ಸಾರ್ವಜನಿಕರು, ಗಣ್ಯರು ಹಾಗೂ ಸಂಘ ಸಂಸ್ಥೆಗಳ ಪದಾಧಿಕಾರಿಗಳು ಭಾಗವಹಿಸಿದ್ದರು. ಸಮಾಜದ ಅಭಿವೃದ್ಧಿಗಾಗಿ ಸರ್ಕಾರದ ಯೋಜನೆಗಳನ್ನು ಸದುಪಯೋಗಪಡಿಸಿಕೊಳ್ಳಬೇಕು ಎಂದು ತಿಳಿಸಿದರು. ಈ ಸಂದರ್ಭದಲ್ಲಿ ಪ್ರಮುಖರು ಉಪಸ್ಥಿತರಿದ್ದರು. ಗ್ರಾಮದ ಜನರು ಮತ್ತು ಯುವ ಸಮುದಾಯ ಒಗ್ಗಟ್ಟಾಗಿ ಕೆಲಸ ಮಾಡಬೇಕು ಎಂದು ಹೇಳಿದರು. (208, 910, 330, 977)
body-text: ಶಿವಮೊಗ್ಗ ಜಿಲ್ಲೆಯ ವಿವಿಧೆಡೆ ನಡೆದ ಕಾರ್ಯಕ್ರಮದಲ್ಲಿ ಸಾರ್ವಜನಿಕರು, ಗಣ್ಯರು ಹಾಗೂ ಸಂಘ ಸಂಸ್ಥೆಗಳ ಪದಾಧಿಕಾರಿಗಳು ಭಾಗವಹಿಸಿದ್ದರು. ಸಮಾಜದ ಅಭಿವೃದ್ಧಿಗಾಗಿ ಸರ್ಕಾರದ ಯೋಜನೆಗಳನ್ನು ಸದುಪಯೋಗಪಡಿಸಿಕೊಳ್ಳಬೇಕು ಎಂದು ತಿಳಿಸಿದರು. ಈ ಸಂದರ್ಭದಲ್ಲಿ ಪ್ರಮುಖರು ಉಪಸ್ಥಿತರಿದ್ದರು. ಗ್ರಾಮದ ಜನರು ಮತ್ತು ಯುವ ಸಮುದಾಯ ಒಗ್ಗಟ್ಟಾಗಿ ಕೆಲಸ ಮಾಡಬೇಕು ಎಂದು ಹೇಳಿದರು. (30, 1226, 150, 1293)
body-text: ಶಿವಮೊಗ್ಗ ಜಿಲ್ಲೆಯ ವಿವಿಧೆಡೆ ನಡೆದ ಕಾರ್ಯಕ್ರಮದಲ್ಲಿ ಸಾರ್ವಜನಿಕರು, ಗಣ್ಯರು ಹಾಗೂ ಸಂಘ ಸಂಸ್ಥೆಗಳ ಪದಾಧಿಕಾರಿಗಳು ಭಾಗವಹಿಸಿದ್ದರು. ಸಮಾಜದ ಅಭಿವೃದ್ಧಿಗಾಗಿ ಸರ್ಕಾರದ ಯೋಜನೆಗಳನ್ನು ಸದುಪಯೋಗಪಡಿಸಿಕೊಳ್ಳಬೇಕು ಎಂದು ತಿಳಿಸಿದರು. ಈ ಸಂದರ್ಭದಲ್ಲಿ ಪ್ರಮುಖರು ಉಪಸ್ಥಿತರಿದ್ದರು. ಗ್ರಾಮದ ಜನರು ಮತ್ತು ಯುವ ಸಮುದಾಯ ಒಗ್ಗಟ್ಟಾಗಿ ಕೆಲಸ ಮಾಡಬೇಕು ಎಂದು ಹೇಳಿದರು. (30, 1352, 150, 1419)
body-text: ಶಿವಮೊಗ್ಗ ಜಿಲ್ಲೆಯ ವಿವಿಧೆಡೆ ನಡೆದ ಕಾರ್ಯಕ್ರಮದಲ್ಲಿ ಸಾರ್ವಜನಿಕರು, ಗಣ್ಯರು ಹಾಗೂ ಸಂಘ ಸಂಸ್ಥೆಗಳ ಪದಾಧಿಕಾರಿಗಳು ಭಾಗವಹಿಸಿದ್ದರು. ಸಮಾಜದ ಅಭಿವೃದ್ಧಿಗಾಗಿ ಸರ್ಕಾರದ ಯೋಜನೆಗಳನ್ನು ಸದುಪಯೋಗಪಡಿಸಿಕೊಳ್ಳಬೇಕು ಎಂದು ತಿಳಿಸಿದರು. ಈ ಸಂದರ್ಭದಲ್ಲಿ ಪ್ರಮುಖರು ಉಪಸ್ಥಿತರಿದ್ದರು. ಗ್ರಾಮದ ಜನರು ಮತ್ತು ಯುವ ಸಮುದಾಯ ಒಗ್ಗಟ್ಟಾಗಿ ಕೆಲಸ ಮಾಡಬೇಕು ಎಂದು ಹೇಳಿದರು. (656, 504, 782, 571)
lead: ಶಿವಮೊಗ್ಗ: (208, 910, 232, 918)
body-text: ಶಿವಮೊಗ್ಗ ಜಿಲ್ಲೆಯ ವಿವಿಧೆಡೆ ನಡೆದ ಕಾರ್ಯಕ್ರಮದಲ್ಲಿ ಸಾರ್ವಜನಿಕರು, ಗಣ್ಯರು ಹಾಗೂ ಸಂಘ ಸಂಸ್ಥೆಗಳ ಪದಾಧಿಕಾರಿಗಳು ಭಾಗವಹಿಸಿದ್ದರು. ಸಮಾಜದ ಅಭಿವೃದ್ಧಿಗಾಗಿ ಸರ್ಕಾರದ ಯೋಜನೆಗಳನ್ನು ಸದುಪಯೋಗಪಡಿಸಿಕೊಳ್ಳಬೇಕು ಎಂದು ತಿಳಿಸಿದರು. ಈ ಸಂದರ್ಭದಲ್ಲಿ ಪ್ರಮುಖರು ಉಪಸ್ಥಿತರಿದ್ದರು. ಗ್ರಾಮದ ಜನರು ಮತ್ತು ಯುವ ಸಮುದಾಯ ಒಗ್ಗಟ್ಟಾಗಿ ಕೆಲಸ ಮಾಡಬೇಕು ಎಂದು ಹೇಳಿದರು. (470, 724, 610, 783)
body-text: ಶಿವಮೊಗ್ಗ ಜಿಲ್ಲೆಯ ವಿವಿಧೆಡೆ ನಡೆದ ಕಾರ್ಯಕ್ರಮದಲ್ಲಿ ಸಾರ್ವಜನಿಕರು, ಗಣ್ಯರು ಹಾಗೂ ಸಂಘ ಸಂಸ್ಥೆಗಳ ಪದಾಧಿಕಾರಿಗಳು ಭಾಗವಹಿಸಿದ್ದರು. ಸಮಾಜದ ಅಭಿವೃದ್ಧಿಗಾಗಿ ಸರ್ಕಾರದ ಯೋಜನೆಗಳನ್ನು ಸದುಪಯೋಗಪಡಿಸಿಕೊಳ್ಳಬೇಕು ಎಂದು ತಿಳಿಸಿದರು. ಈ ಸಂದರ್ಭದಲ್ಲಿ ಪ್ರಮುಖರು ಉಪಸ್ಥಿತರಿದ್ದರು. ಗ್ರಾಮದ ಜನರು ಮತ್ತು ಯುವ ಸಮುದಾಯ ಒಗ್ಗಟ್ಟಾಗಿ ಕೆಲಸ ಮಾಡಬೇಕು ಎಂದು ಹೇಳಿದರು. (336, 910, 458, 977)
sidebar-story-3-title: ಕೋಟಿ ಮಾರಿಕಾಂಬಾ ದೇವಾಲಯದಲ್ಲಿ ಕುಂಭ ಕಲಶಾಭಿಷೇಕ ಇಂದು (31, 581, 189, 609)
hombuja-body-4 (284, 1400, 406, 1478)
body-text: ಶಿವಮೊಗ್ಗ ಜಿಲ್ಲೆಯ ವಿವಿಧೆಡೆ ನಡೆದ ಕಾರ್ಯಕ್ರಮದಲ್ಲಿ ಸಾರ್ವಜನಿಕರು, ಗಣ್ಯರು ಹಾಗೂ ಸಂಘ ಸಂಸ್ಥೆಗಳ ಪದಾಧಿಕಾರಿಗಳು ಭಾಗವಹಿಸಿದ್ದರು. ಸಮಾಜದ ಅಭಿವೃದ್ಧಿಗಾಗಿ ಸರ್ಕಾರದ ಯೋಜನೆಗಳನ್ನು ಸದುಪಯೋಗಪಡಿಸಿಕೊಳ್ಳಬೇಕು ಎಂದು ತಿಳಿಸಿದರು. ಈ ಸಂದರ್ಭದಲ್ಲಿ ಪ್ರಮುಖರು ಉಪಸ್ಥಿತರಿದ್ದರು. ಗ್ರಾಮದ ಜನರು ಮತ್ತು ಯುವ ಸಮುದಾಯ ಒಗ್ಗಟ್ಟಾಗಿ ಕೆಲಸ ಮಾಡಬೇಕು ಎಂದು ಹೇಳಿದರು. (778, 824, 918, 892)
body-text: ಶಿವಮೊಗ್ಗ ಜಿಲ್ಲೆಯ ವಿವಿಧೆಡೆ ನಡೆದ ಕಾರ್ಯಕ್ರಮದಲ್ಲಿ ಸಾರ್ವಜನಿಕರು, ಗಣ್ಯರು ಹಾಗೂ ಸಂಘ ಸಂಸ್ಥೆಗಳ ಪದಾಧಿಕಾರಿಗಳು ಭಾಗವಹಿಸಿದ್ದರು. ಸಮಾಜದ ಅಭಿವೃದ್ಧಿಗಾಗಿ ಸರ್ಕಾರದ ಯೋಜನೆಗಳನ್ನು ಸದುಪಯೋಗಪಡಿಸಿಕೊಳ್ಳಬೇಕು ಎಂದು ತಿಳಿಸಿದರು. ಈ ಸಂದರ್ಭದಲ್ಲಿ ಪ್ರಮುಖರು ಉಪಸ್ಥಿತರಿದ್ದರು. ಗ್ರಾಮದ ಜನರು ಮತ್ತು ಯುವ ಸಮುದಾಯ ಒಗ್ಗಟ್ಟಾಗಿ ಕೆಲಸ ಮಾಡಬೇಕು ಎಂದು ಹೇಳಿದರು. (790, 613, 919, 681)
body-text: ಶಿವಮೊಗ್ಗ ಜಿಲ್ಲೆಯ ವಿವಿಧೆಡೆ ನಡೆದ ಕಾರ್ಯಕ್ರಮದಲ್ಲಿ ಸಾರ್ವಜನಿಕರು, ಗಣ್ಯರು ಹಾಗೂ ಸಂಘ ಸಂಸ್ಥೆಗಳ ಪದಾಧಿಕಾರಿಗಳು ಭಾಗವಹಿಸಿದ್ದರು. ಸಮಾಜದ ಅಭಿವೃದ್ಧಿಗಾಗಿ ಸರ್ಕಾರದ ಯೋಜನೆಗಳನ್ನು ಸದುಪಯೋಗಪಡಿಸಿಕೊಳ್ಳಬೇಕು ಎಂದು ತಿಳಿಸಿದರು. ಈ ಸಂದರ್ಭದಲ್ಲಿ ಪ್ರಮುಖರು ಉಪಸ್ಥಿತರಿದ್ದರು. ಗ್ರಾಮದ ಜನರು ಮತ್ತು ಯುವ ಸಮುದಾಯ ಒಗ್ಗಟ್ಟಾಗಿ ಕೆಲಸ ಮಾಡಬೇಕು ಎಂದು ಹೇಳಿದರು. (656, 621, 783, 689)
body-text: ಶಿವಮೊಗ್ಗ ಜಿಲ್ಲೆಯ ವಿವಿಧೆಡೆ ನಡೆದ ಕಾರ್ಯಕ್ರಮದಲ್ಲಿ ಸಾರ್ವಜನಿಕರು, ಗಣ್ಯರು ಹಾಗೂ ಸಂಘ ಸಂಸ್ಥೆಗಳ ಪದಾಧಿಕಾರಿಗಳು ಭಾಗವಹಿಸಿದ್ದರು. ಸಮಾಜದ ಅಭಿವೃದ್ಧಿಗಾಗಿ ಸರ್ಕಾರದ ಯೋಜನೆಗಳನ್ನು ಸದುಪಯೋಗಪಡಿಸಿಕೊಳ್ಳಬೇಕು ಎಂದು ತಿಳಿಸಿದರು. ಈ ಸಂದರ್ಭದಲ್ಲಿ ಪ್ರಮುಖರು ಉಪಸ್ಥಿತರಿದ್ದರು. ಗ್ರಾಮದ ಜನರು ಮತ್ತು ಯುವ ಸಮುದಾಯ ಒಗ್ಗಟ್ಟಾಗಿ ಕೆಲಸ ಮಾಡಬೇಕು ಎಂದು ಹೇಳಿದರು. (208, 394, 348, 453)
body-text: ಶಿವಮೊಗ್ಗ ಜಿಲ್ಲೆಯ ವಿವಿಧೆಡೆ ನಡೆದ ಕಾರ್ಯಕ್ರಮದಲ್ಲಿ ಸಾರ್ವಜನಿಕರು, ಗಣ್ಯರು ಹಾಗೂ ಸಂಘ ಸಂಸ್ಥೆಗಳ ಪದಾಧಿಕಾರಿಗಳು ಭಾಗವಹಿಸಿದ್ದರು. ಸಮಾಜದ ಅಭಿವೃದ್ಧಿಗಾಗಿ ಸರ್ಕಾರದ ಯೋಜನೆಗಳನ್ನು ಸದುಪಯೋಗಪಡಿಸಿಕೊಳ್ಳಬೇಕು ಎಂದು ತಿಳಿಸಿದರು. ಈ ಸಂದರ್ಭದಲ್ಲಿ ಪ್ರಮುಖರು ಉಪಸ್ಥಿತರಿದ್ದರು. ಗ್ರಾಮದ ಜನರು ಮತ್ತು ಯುವ ಸಮುದಾಯ ಒಗ್ಗಟ್ಟಾಗಿ ಕೆಲಸ ಮಾಡಬೇಕು ಎಂದು ಹೇಳಿದರು. (412, 1326, 566, 1377)
adike-rate: ರಾಶಿ-22,109-50,579 (108, 185, 168, 192)
subhead: ಅಮಾಯಕರ ಬಲಿ ಕೊಡಬೇಡಿ: (804, 824, 873, 833)
body-text: ಶಿವಮೊಗ್ಗ ಜಿಲ್ಲೆಯ ವಿವಿಧೆಡೆ ನಡೆದ ಕಾರ್ಯಕ್ರಮದಲ್ಲಿ ಸಾರ್ವಜನಿಕರು, ಗಣ್ಯರು ಹಾಗೂ ಸಂಘ ಸಂಸ್ಥೆಗಳ ಪದಾಧಿಕಾರಿಗಳು ಭಾಗವಹಿಸಿದ್ದರು. ಸಮಾಜದ ಅಭಿವೃದ್ಧಿಗಾಗಿ ಸರ್ಕಾರದ ಯೋಜನೆಗಳನ್ನು ಸದುಪಯೋಗಪಡಿಸಿಕೊಳ್ಳಬೇಕು ಎಂದು ತಿಳಿಸಿದರು. ಈ ಸಂದರ್ಭದಲ್ಲಿ ಪ್ರಮುಖರು ಉಪಸ್ಥಿತರಿದ್ದರು. ಗ್ರಾಮದ ಜನರು ಮತ್ತು ಯುವ ಸಮುದಾಯ ಒಗ್ಗಟ್ಟಾಗಿ ಕೆಲಸ ಮಾಡಬೇಕು ಎಂದು ಹೇಳಿದರು. (30, 504, 192, 555)
lead: ಶಿವಮೊಗ್ಗ: (444, 106, 468, 114)
trees-photo (616, 724, 772, 932)
trees-photo-caption: ಕಡಿದ ಕೆಲವು ತುಂಡುಗಳು ಹಾಗೂ ಸಾಗ್ಸಲು ಸಿದ್ಧಪಡಿಸಿದ ಮರದ ತುಂಡುಗಳು (616, 934, 747, 951)
kasapa-photo (208, 788, 458, 906)
lead-photo-caption: ಶಿಕಾರಿಪುರದ ಸಾಂಸ್ಕೃತಿಕ ಭವನದಲ್ಲಿ ನಡೆದ ಅಂತಾರಾಷ್ಟ್ರೀಯ ಮಹಿಳಾ ದಿನಾಚರಣೆ ಕಾರ್ಯಕ್ರಮವನ್ನು ಸಂಸದ ಬಿ.ವೈ. ರಾಘವೇಂದ್ರ ಉದ್ಘಾಟಿಸಿದರು. (354, 490, 621, 507)
kasapa-kicker: ಜಿಲ್ಲಾ ಕಸಾಪ ಅಧ್ಯಕ್ಷ ಡಿ. ಮಂಜುನಾಥ (260, 704, 406, 718)
body-text: ಶಿವಮೊಗ್ಗ ಜಿಲ್ಲೆಯ ವಿವಿಧೆಡೆ ನಡೆದ ಕಾರ್ಯಕ್ರಮದಲ್ಲಿ ಸಾರ್ವಜನಿಕರು, ಗಣ್ಯರು ಹಾಗೂ ಸಂಘ ಸಂಸ್ಥೆಗಳ ಪದಾಧಿಕಾರಿಗಳು ಭಾಗವಹಿಸಿದ್ದರು. ಸಮಾಜದ ಅಭಿವೃದ್ಧಿಗಾಗಿ ಸರ್ಕಾರದ ಯೋಜನೆಗಳನ್ನು ಸದುಪಯೋಗಪಡಿಸಿಕೊಳ್ಳಬೇಕು ಎಂದು ತಿಳಿಸಿದರು. ಈ ಸಂದರ್ಭದಲ್ಲಿ ಪ್ರಮುಖರು ಉಪಸ್ಥಿತರಿದ್ದರು. ಗ್ರಾಮದ ಜನರು ಮತ್ತು ಯುವ ಸಮುದಾಯ ಒಗ್ಗಟ್ಟಾಗಿ ಕೆಲಸ ಮಾಡಬೇಕು ಎಂದು ಹೇಳಿದರು. (790, 554, 918, 622)
kirusuddi-title: ಕಿರುಸುದ್ದಿ (74, 100, 121, 119)
body-text: ಶಿವಮೊಗ್ಗ ಜಿಲ್ಲೆಯ ವಿವಿಧೆಡೆ ನಡೆದ ಕಾರ್ಯಕ್ರಮದಲ್ಲಿ ಸಾರ್ವಜನಿಕರು, ಗಣ್ಯರು ಹಾಗೂ ಸಂಘ ಸಂಸ್ಥೆಗಳ ಪದಾಧಿಕಾರಿಗಳು ಭಾಗವಹಿಸಿದ್ದರು. ಸಮಾಜದ ಅಭಿವೃದ್ಧಿಗಾಗಿ ಸರ್ಕಾರದ ಯೋಜನೆಗಳನ್ನು ಸದುಪಯೋಗಪಡಿಸಿಕೊಳ್ಳಬೇಕು ಎಂದು ತಿಳಿಸಿದರು. ಈ ಸಂದರ್ಭದಲ್ಲಿ ಪ್ರಮುಖರು ಉಪಸ್ಥಿತರಿದ್ದರು. ಗ್ರಾಮದ ಜನರು ಮತ್ತು ಯುವ ಸಮುದಾಯ ಒಗ್ಗಟ್ಟಾಗಿ ಕೆಲಸ ಮಾಡಬೇಕು ಎಂದು ಹೇಳಿದರು. (412, 1226, 566, 1277)
body-text: ಶಿವಮೊಗ್ಗ ಜಿಲ್ಲೆಯ ವಿವಿಧೆಡೆ ನಡೆದ ಕಾರ್ಯಕ್ರಮದಲ್ಲಿ ಸಾರ್ವಜನಿಕರು, ಗಣ್ಯರು ಹಾಗೂ ಸಂಘ ಸಂಸ್ಥೆಗಳ ಪದಾಧಿಕಾರಿಗಳು ಭಾಗವಹಿಸಿದ್ದರು. ಸಮಾಜದ ಅಭಿವೃದ್ಧಿಗಾಗಿ ಸರ್ಕಾರದ ಯೋಜನೆಗಳನ್ನು ಸದುಪಯೋಗಪಡಿಸಿಕೊಳ್ಳಬೇಕು ಎಂದು ತಿಳಿಸಿದರು. ಈ ಸಂದರ್ಭದಲ್ಲಿ ಪ್ರಮುಖರು ಉಪಸ್ಥಿತರಿದ್ದರು. ಗ್ರಾಮದ ಜನರು ಮತ್ತು ಯುವ ಸಮುದಾಯ ಒಗ್ಗಟ್ಟಾಗಿ ಕೆಲಸ ಮಾಡಬೇಕು ಎಂದು ಹೇಳಿದರು. (336, 1086, 458, 1154)
body-text: ಶಿವಮೊಗ್ಗ ಜಿಲ್ಲೆಯ ವಿವಿಧೆಡೆ ನಡೆದ ಕಾರ್ಯಕ್ರಮದಲ್ಲಿ ಸಾರ್ವಜನಿಕರು, ಗಣ್ಯರು ಹಾಗೂ ಸಂಘ ಸಂಸ್ಥೆಗಳ ಪದಾಧಿಕಾರಿಗಳು ಭಾಗವಹಿಸಿದ್ದರು. ಸಮಾಜದ ಅಭಿವೃದ್ಧಿಗಾಗಿ ಸರ್ಕಾರದ ಯೋಜನೆಗಳನ್ನು ಸದುಪಯೋಗಪಡಿಸಿಕೊಳ್ಳಬೇಕು ಎಂದು ತಿಳಿಸಿದರು. ಈ ಸಂದರ್ಭದಲ್ಲಿ ಪ್ರಮುಖರು ಉಪಸ್ಥಿತರಿದ್ದರು. ಗ್ರಾಮದ ಜನರು ಮತ್ತು ಯುವ ಸಮುದಾಯ ಒಗ್ಗಟ್ಟಾಗಿ ಕೆಲಸ ಮಾಡಬೇಕು ಎಂದು ಹೇಳಿದರು. (336, 1027, 458, 1095)
blood-body (740, 1062, 919, 1188)
adike-rates-2 (108, 184, 198, 234)
protest-caption: ಸೊರಬ: ವಿಶ್ವ ಹಿಂದೂ ಪರಿಷತ್, ಬಜರಂಗ ದಳ ಹಾಗೂ ವಿವಿಧ ಹಿಂದೂಪರ ಸಂಘಟನೆ ವತಿಯಿಂದ ಪಟ್ಟಣದ ಶ್ರೀ ರಂಗನಾಥ ದೇವಸ್ಥಾನದ ಆವರಣದಲ್ಲಿ ಹೋಳಿ ಹಬ್ಬದ ಅಂಗವಾಗಿ ರಂಗಪಂಚಮಿಯನ್ನು ಭಾನುವಾರ ಆಚರಿಸಿದರು. (470, 1136, 728, 1153)
lead: ಶಿಕಾರಿಪುರ: (30, 280, 54, 288)
kasapa-body-1 (208, 910, 330, 1178)
body-text: ಶಿವಮೊಗ್ಗ ಜಿಲ್ಲೆಯ ವಿವಿಧೆಡೆ ನಡೆದ ಕಾರ್ಯಕ್ರಮದಲ್ಲಿ ಸಾರ್ವಜನಿಕರು, ಗಣ್ಯರು ಹಾಗೂ ಸಂಘ ಸಂಸ್ಥೆಗಳ ಪದಾಧಿಕಾರಿಗಳು ಭಾಗವಹಿಸಿದ್ದರು. ಸಮಾಜದ ಅಭಿವೃದ್ಧಿಗಾಗಿ ಸರ್ಕಾರದ ಯೋಜನೆಗಳನ್ನು ಸದುಪಯೋಗಪಡಿಸಿಕೊಳ್ಳಬೇಕು ಎಂದು ತಿಳಿಸಿದರು. ಈ ಸಂದರ್ಭದಲ್ಲಿ ಪ್ರಮುಖರು ಉಪಸ್ಥಿತರಿದ್ದರು. ಗ್ರಾಮದ ಜನರು ಮತ್ತು ಯುವ ಸಮುದಾಯ ಒಗ್ಗಟ್ಟಾಗಿ ಕೆಲಸ ಮಾಡಬೇಕು ಎಂದು ಹೇಳಿದರು. (30, 1113, 124, 1206)
subhead: ಮುನಿಶ್ರೀ 108 ನಮಯಸಾಗರಜೀಮಹಾರಾಜ ಪರಿಚಯ: (412, 1268, 566, 1285)
masthead-date: 17 ಮಾರ್ಚ್ 2025 (32, 53, 98, 63)
body-text: ಶಿವಮೊಗ್ಗ ಜಿಲ್ಲೆಯ ವಿವಿಧೆಡೆ ನಡೆದ ಕಾರ್ಯಕ್ರಮದಲ್ಲಿ ಸಾರ್ವಜನಿಕರು, ಗಣ್ಯರು ಹಾಗೂ ಸಂಘ ಸಂಸ್ಥೆಗಳ ಪದಾಧಿಕಾರಿಗಳು ಭಾಗವಹಿಸಿದ್ದರು. ಸಮಾಜದ ಅಭಿವೃದ್ಧಿಗಾಗಿ ಸರ್ಕಾರದ ಯೋಜನೆಗಳನ್ನು ಸದುಪಯೋಗಪಡಿಸಿಕೊಳ್ಳಬೇಕು ಎಂದು ತಿಳಿಸಿದರು. ಈ ಸಂದರ್ಭದಲ್ಲಿ ಪ್ರಮುಖರು ಉಪಸ್ಥಿತರಿದ್ದರು. ಗ್ರಾಮದ ಜನರು ಮತ್ತು ಯುವ ಸಮುದಾಯ ಒಗ್ಗಟ್ಟಾಗಿ ಕೆಲಸ ಮಾಡಬೇಕು ಎಂದು ಹೇಳಿದರು. (750, 1262, 919, 1304)
body-text: ಶಿವಮೊಗ್ಗ ಜಿಲ್ಲೆಯ ವಿವಿಧೆಡೆ ನಡೆದ ಕಾರ್ಯಕ್ರಮದಲ್ಲಿ ಸಾರ್ವಜನಿಕರು, ಗಣ್ಯರು ಹಾಗೂ ಸಂಘ ಸಂಸ್ಥೆಗಳ ಪದಾಧಿಕಾರಿಗಳು ಭಾಗವಹಿಸಿದ್ದರು. ಸಮಾಜದ ಅಭಿವೃದ್ಧಿಗಾಗಿ ಸರ್ಕಾರದ ಯೋಜನೆಗಳನ್ನು ಸದುಪಯೋಗಪಡಿಸಿಕೊಳ್ಳಬೇಕು ಎಂದು ತಿಳಿಸಿದರು. ಈ ಸಂದರ್ಭದಲ್ಲಿ ಪ್ರಮುಖರು ಉಪಸ್ಥಿತರಿದ್ದರು. ಗ್ರಾಮದ ಜನರು ಮತ್ತು ಯುವ ಸಮುದಾಯ ಒಗ್ಗಟ್ಟಾಗಿ ಕೆಲಸ ಮಾಡಬೇಕು ಎಂದು ಹೇಳಿದರು. (576, 1346, 742, 1397)
kirusuddi-logo-icon (34, 92, 66, 126)
rangapanchami-caption: ಸಾಗರ : ಇಲ್ಲಿನ ಸಾಗರ ಹೋಟೆಲ್ ವೃತ್ತದಲ್ಲಿ ಭಾನುವಾರ ರಂಗಪಂಚಮಿ ಉತ್ಸವ ಸಮಿತಿ ವತಿಯಿಂದ ಹಮ್ಮಿಕೊಳ್ಳಲಾಗಿದ್ದ ರಂಗಪಂಚಮಿ ಉತ್ಸವದ ಓಕುಳಿಯಲ್ಲಿ ಸಾವಿರಾರು ಜನರು ಪಾಲ್ಗೊಂಡಿದ್ದರು. (206, 254, 411, 271)
sidebar-story-2-body (30, 462, 192, 570)
trees-subhead: ರಾಜಕೀಯ ಪ್ರಭಾವ? (616, 958, 670, 967)
adike-title: ಅಡಿಕೆ ಧಾರಣೆ (30, 148, 190, 168)
max-temp-label: ಗರಿಷ್ಠ (517, 36, 530, 44)
body-text: ಶಿವಮೊಗ್ಗ ಜಿಲ್ಲೆಯ ವಿವಿಧೆಡೆ ನಡೆದ ಕಾರ್ಯಕ್ರಮದಲ್ಲಿ ಸಾರ್ವಜನಿಕರು, ಗಣ್ಯರು ಹಾಗೂ ಸಂಘ ಸಂಸ್ಥೆಗಳ ಪದಾಧಿಕಾರಿಗಳು ಭಾಗವಹಿಸಿದ್ದರು. ಸಮಾಜದ ಅಭಿವೃದ್ಧಿಗಾಗಿ ಸರ್ಕಾರದ ಯೋಜನೆಗಳನ್ನು ಸದುಪಯೋಗಪಡಿಸಿಕೊಳ್ಳಬೇಕು ಎಂದು ತಿಳಿಸಿದರು. ಈ ಸಂದರ್ಭದಲ್ಲಿ ಪ್ರಮುಖರು ಉಪಸ್ಥಿತರಿದ್ದರು. ಗ್ರಾಮದ ಜನರು ಮತ್ತು ಯುವ ಸಮುದಾಯ ಒಗ್ಗಟ್ಟಾಗಿ ಕೆಲಸ ಮಾಡಬೇಕು ಎಂದು ಹೇಳಿದರು. (30, 716, 192, 767)
agniveer-body-2 (444, 196, 674, 278)
body-text: ಶಿವಮೊಗ್ಗ ಜಿಲ್ಲೆಯ ವಿವಿಧೆಡೆ ನಡೆದ ಕಾರ್ಯಕ್ರಮದಲ್ಲಿ ಸಾರ್ವಜನಿಕರು, ಗಣ್ಯರು ಹಾಗೂ ಸಂಘ ಸಂಸ್ಥೆಗಳ ಪದಾಧಿಕಾರಿಗಳು ಭಾಗವಹಿಸಿದ್ದರು. ಸಮಾಜದ ಅಭಿವೃದ್ಧಿಗಾಗಿ ಸರ್ಕಾರದ ಯೋಜನೆಗಳನ್ನು ಸದುಪಯೋಗಪಡಿಸಿಕೊಳ್ಳಬೇಕು ಎಂದು ತಿಳಿಸಿದರು. ಈ ಸಂದರ್ಭದಲ್ಲಿ ಪ್ರಮುಖರು ಉಪಸ್ಥಿತರಿದ್ದರು. ಗ್ರಾಮದ ಜನರು ಮತ್ತು ಯುವ ಸಮುದಾಯ ಒಗ್ಗಟ್ಟಾಗಿ ಕೆಲಸ ಮಾಡಬೇಕು ಎಂದು ಹೇಳಿದರು. (576, 1304, 742, 1355)
sidebar-story-4-title: ಆರ್. ಗೌರಮ್ಮ ನಿಧನ (72, 819, 148, 832)
swamiji-title: ಪ್ರತಿಯೊಂದು ಆಚರಣೆಗೂ ವಿಶೇಷ ಇದೆ: ಸ್ವಾಮೀಜಿ (576, 1198, 803, 1214)
agniveer-email[interactable]: aromangalore2021@gmail.com (444, 229, 560, 238)
body-text: ಶಿವಮೊಗ್ಗ ಜಿಲ್ಲೆಯ ವಿವಿಧೆಡೆ ನಡೆದ ಕಾರ್ಯಕ್ರಮದಲ್ಲಿ ಸಾರ್ವಜನಿಕರು, ಗಣ್ಯರು ಹಾಗೂ ಸಂಘ ಸಂಸ್ಥೆಗಳ ಪದಾಧಿಕಾರಿಗಳು ಭಾಗವಹಿಸಿದ್ದರು. ಸಮಾಜದ ಅಭಿವೃದ್ಧಿಗಾಗಿ ಸರ್ಕಾರದ ಯೋಜನೆಗಳನ್ನು ಸದುಪಯೋಗಪಡಿಸಿಕೊಳ್ಳಬೇಕು ಎಂದು ತಿಳಿಸಿದರು. ಈ ಸಂದರ್ಭದಲ್ಲಿ ಪ್ರಮುಖರು ಉಪಸ್ಥಿತರಿದ್ದರು. ಗ್ರಾಮದ ಜನರು ಮತ್ತು ಯುವ ಸಮುದಾಯ ಒಗ್ಗಟ್ಟಾಗಿ ಕೆಲಸ ಮಾಡಬೇಕು ಎಂದು ಹೇಳಿದರು. (284, 1400, 406, 1467)
sidebar-story-5-body (30, 1038, 124, 1206)
lead-kicker: ಮಹಿಳಾ ದಿನಾಚರಣೆಯಲ್ಲಿ ಸಂಸದ ಬಿ.ವೈ. ರಾಘವೇಂದ್ರ ಸಲಹೆ (280, 316, 576, 334)
brand-tagline: ರಾಷ್ಟ್ರ ಜಾಗೃತಿಯ ದೈನಿಕ (788, 65, 834, 72)
masthead-day: ಸೋಮವಾರ (58, 39, 102, 52)
body-text: ಶಿವಮೊಗ್ಗ ಜಿಲ್ಲೆಯ ವಿವಿಧೆಡೆ ನಡೆದ ಕಾರ್ಯಕ್ರಮದಲ್ಲಿ ಸಾರ್ವಜನಿಕರು, ಗಣ್ಯರು ಹಾಗೂ ಸಂಘ ಸಂಸ್ಥೆಗಳ ಪದಾಧಿಕಾರಿಗಳು ಭಾಗವಹಿಸಿದ್ದರು. ಸಮಾಜದ ಅಭಿವೃದ್ಧಿಗಾಗಿ ಸರ್ಕಾರದ ಯೋಜನೆಗಳನ್ನು ಸದುಪಯೋಗಪಡಿಸಿಕೊಳ್ಳಬೇಕು ಎಂದು ತಿಳಿಸಿದರು. ಈ ಸಂದರ್ಭದಲ್ಲಿ ಪ್ರಮುಖರು ಉಪಸ್ಥಿತರಿದ್ದರು. ಗ್ರಾಮದ ಜನರು ಮತ್ತು ಯುವ ಸಮುದಾಯ ಒಗ್ಗಟ್ಟಾಗಿ ಕೆಲಸ ಮಾಡಬೇಕು ಎಂದು ಹೇಳಿದರು. (576, 1262, 742, 1313)
lead-body-col2 (500, 520, 644, 684)
body-text: ಶಿವಮೊಗ್ಗ ಜಿಲ್ಲೆಯ ವಿವಿಧೆಡೆ ನಡೆದ ಕಾರ್ಯಕ್ರಮದಲ್ಲಿ ಸಾರ್ವಜನಿಕರು, ಗಣ್ಯರು ಹಾಗೂ ಸಂಘ ಸಂಸ್ಥೆಗಳ ಪದಾಧಿಕಾರಿಗಳು ಭಾಗವಹಿಸಿದ್ದರು. ಸಮಾಜದ ಅಭಿವೃದ್ಧಿಗಾಗಿ ಸರ್ಕಾರದ ಯೋಜನೆಗಳನ್ನು ಸದುಪಯೋಗಪಡಿಸಿಕೊಳ್ಳಬೇಕು ಎಂದು ತಿಳಿಸಿದರು. ಈ ಸಂದರ್ಭದಲ್ಲಿ ಪ್ರಮುಖರು ಉಪಸ್ಥಿತರಿದ್ದರು. ಗ್ರಾಮದ ಜನರು ಮತ್ತು ಯುವ ಸಮುದಾಯ ಒಗ್ಗಟ್ಟಾಗಿ ಕೆಲಸ ಮಾಡಬೇಕು ಎಂದು ಹೇಳಿದರು. (470, 774, 610, 833)
body-text: ಶಿವಮೊಗ್ಗ ಜಿಲ್ಲೆಯ ವಿವಿಧೆಡೆ ನಡೆದ ಕಾರ್ಯಕ್ರಮದಲ್ಲಿ ಸಾರ್ವಜನಿಕರು, ಗಣ್ಯರು ಹಾಗೂ ಸಂಘ ಸಂಸ್ಥೆಗಳ ಪದಾಧಿಕಾರಿಗಳು ಭಾಗವಹಿಸಿದ್ದರು. ಸಮಾಜದ ಅಭಿವೃದ್ಧಿಗಾಗಿ ಸರ್ಕಾರದ ಯೋಜನೆಗಳನ್ನು ಸದುಪಯೋಗಪಡಿಸಿಕೊಳ್ಳಬೇಕು ಎಂದು ತಿಳಿಸಿದರು. ಈ ಸಂದರ್ಭದಲ್ಲಿ ಪ್ರಮುಖರು ಉಪಸ್ಥಿತರಿದ್ದರು. ಗ್ರಾಮದ ಜನರು ಮತ್ತು ಯುವ ಸಮುದಾಯ ಒಗ್ಗಟ್ಟಾಗಿ ಕೆಲಸ ಮಾಡಬೇಕು ಎಂದು ಹೇಳಿದರು. (444, 106, 674, 140)
body-text: ಶಿವಮೊಗ್ಗ ಜಿಲ್ಲೆಯ ವಿವಿಧೆಡೆ ನಡೆದ ಕಾರ್ಯಕ್ರಮದಲ್ಲಿ ಸಾರ್ವಜನಿಕರು, ಗಣ್ಯರು ಹಾಗೂ ಸಂಘ ಸಂಸ್ಥೆಗಳ ಪದಾಧಿಕಾರಿಗಳು ಭಾಗವಹಿಸಿದ್ದರು. ಸಮಾಜದ ಅಭಿವೃದ್ಧಿಗಾಗಿ ಸರ್ಕಾರದ ಯೋಜನೆಗಳನ್ನು ಸದುಪಯೋಗಪಡಿಸಿಕೊಳ್ಳಬೇಕು ಎಂದು ತಿಳಿಸಿದರು. ಈ ಸಂದರ್ಭದಲ್ಲಿ ಪ್ರಮುಖರು ಉಪಸ್ಥಿತರಿದ್ದರು. ಗ್ರಾಮದ ಜನರು ಮತ್ತು ಯುವ ಸಮುದಾಯ ಒಗ್ಗಟ್ಟಾಗಿ ಕೆಲಸ ಮಾಡಬೇಕು ಎಂದು ಹೇಳಿದರು. (336, 968, 458, 1036)
body-text: ಶಿವಮೊಗ್ಗ ಜಿಲ್ಲೆಯ ವಿವಿಧೆಡೆ ನಡೆದ ಕಾರ್ಯಕ್ರಮದಲ್ಲಿ ಸಾರ್ವಜನಿಕರು, ಗಣ್ಯರು ಹಾಗೂ ಸಂಘ ಸಂಸ್ಥೆಗಳ ಪದಾಧಿಕಾರಿಗಳು ಭಾಗವಹಿಸಿದ್ದರು. ಸಮಾಜದ ಅಭಿವೃದ್ಧಿಗಾಗಿ ಸರ್ಕಾರದ ಯೋಜನೆಗಳನ್ನು ಸದುಪಯೋಗಪಡಿಸಿಕೊಳ್ಳಬೇಕು ಎಂದು ತಿಳಿಸಿದರು. ಈ ಸಂದರ್ಭದಲ್ಲಿ ಪ್ರಮುಖರು ಉಪಸ್ಥಿತರಿದ್ದರು. ಗ್ರಾಮದ ಜನರು ಮತ್ತು ಯುವ ಸಮುದಾಯ ಒಗ್ಗಟ್ಟಾಗಿ ಕೆಲಸ ಮಾಡಬೇಕು ಎಂದು ಹೇಳಿದರು. (30, 836, 124, 920)
body-text: ಶಿವಮೊಗ್ಗ ಜಿಲ್ಲೆಯ ವಿವಿಧೆಡೆ ನಡೆದ ಕಾರ್ಯಕ್ರಮದಲ್ಲಿ ಸಾರ್ವಜನಿಕರು, ಗಣ್ಯರು ಹಾಗೂ ಸಂಘ ಸಂಸ್ಥೆಗಳ ಪದಾಧಿಕಾರಿಗಳು ಭಾಗವಹಿಸಿದ್ದರು. ಸಮಾಜದ ಅಭಿವೃದ್ಧಿಗಾಗಿ ಸರ್ಕಾರದ ಯೋಜನೆಗಳನ್ನು ಸದುಪಯೋಗಪಡಿಸಿಕೊಳ್ಳಬೇಕು ಎಂದು ತಿಳಿಸಿದರು. ಈ ಸಂದರ್ಭದಲ್ಲಿ ಪ್ರಮುಖರು ಉಪಸ್ಥಿತರಿದ್ದರು. ಗ್ರಾಮದ ಜನರು ಮತ್ತು ಯುವ ಸಮುದಾಯ ಒಗ್ಗಟ್ಟಾಗಿ ಕೆಲಸ ಮಾಡಬೇಕು ಎಂದು ಹೇಳಿದರು. (156, 1400, 278, 1467)
sidebar-story-4-photo (128, 850, 192, 916)
sidebar-story-1-photo (128, 292, 192, 360)
brand-name: ಹೊಸದಿಗಂತ (742, 39, 824, 63)
body-text: ಶಿವಮೊಗ್ಗ ಜಿಲ್ಲೆಯ ವಿವಿಧೆಡೆ ನಡೆದ ಕಾರ್ಯಕ್ರಮದಲ್ಲಿ ಸಾರ್ವಜನಿಕರು, ಗಣ್ಯರು ಹಾಗೂ ಸಂಘ ಸಂಸ್ಥೆಗಳ ಪದಾಧಿಕಾರಿಗಳು ಭಾಗವಹಿಸಿದ್ದರು. ಸಮಾಜದ ಅಭಿವೃದ್ಧಿಗಾಗಿ ಸರ್ಕಾರದ ಯೋಜನೆಗಳನ್ನು ಸದುಪಯೋಗಪಡಿಸಿಕೊಳ್ಳಬೇಕು ಎಂದು ತಿಳಿಸಿದರು. ಈ ಸಂದರ್ಭದಲ್ಲಿ ಪ್ರಮುಖರು ಉಪಸ್ಥಿತರಿದ್ದರು. ಗ್ರಾಮದ ಜನರು ಮತ್ತು ಯುವ ಸಮುದಾಯ ಒಗ್ಗಟ್ಟಾಗಿ ಕೆಲಸ ಮಾಡಬೇಕು ಎಂದು ಹೇಳಿದರು. (740, 1137, 919, 1188)
trees-title: ತೊಗರೆ ಗ್ರಾಮದಲ್ಲಿ ಮರಗಳ ಕಡಿತ; ಕಣ್ಣು ಮುಚ್ಚಿ ಕುಳಿತ ಸಿಬ್ಬಂದಿ (470, 704, 737, 719)
body-text: ಶಿವಮೊಗ್ಗ ಜಿಲ್ಲೆಯ ವಿವಿಧೆಡೆ ನಡೆದ ಕಾರ್ಯಕ್ರಮದಲ್ಲಿ ಸಾರ್ವಜನಿಕರು, ಗಣ್ಯರು ಹಾಗೂ ಸಂಘ ಸಂಸ್ಥೆಗಳ ಪದಾಧಿಕಾರಿಗಳು ಭಾಗವಹಿಸಿದ್ದರು. ಸಮಾಜದ ಅಭಿವೃದ್ಧಿಗಾಗಿ ಸರ್ಕಾರದ ಯೋಜನೆಗಳನ್ನು ಸದುಪಯೋಗಪಡಿಸಿಕೊಳ್ಳಬೇಕು ಎಂದು ತಿಳಿಸಿದರು. ಈ ಸಂದರ್ಭದಲ್ಲಿ ಪ್ರಮುಖರು ಉಪಸ್ಥಿತರಿದ್ದರು. ಗ್ರಾಮದ ಜನರು ಮತ್ತು ಯುವ ಸಮುದಾಯ ಒಗ್ಗಟ್ಟಾಗಿ ಕೆಲಸ ಮಾಡಬೇಕು ಎಂದು ಹೇಳಿದರು. (500, 620, 644, 680)
lead-quote-by: ಬಿ.ವೈ. ರಾಘವೇಂದ್ರ, ಸಂಸದ (362, 604, 436, 613)
max-temp: 37 (513, 46, 544, 71)
body-text: ಶಿವಮೊಗ್ಗ ಜಿಲ್ಲೆಯ ವಿವಿಧೆಡೆ ನಡೆದ ಕಾರ್ಯಕ್ರಮದಲ್ಲಿ ಸಾರ್ವಜನಿಕರು, ಗಣ್ಯರು ಹಾಗೂ ಸಂಘ ಸಂಸ್ಥೆಗಳ ಪದಾಧಿಕಾರಿಗಳು ಭಾಗವಹಿಸಿದ್ದರು. ಸಮಾಜದ ಅಭಿವೃದ್ಧಿಗಾಗಿ ಸರ್ಕಾರದ ಯೋಜನೆಗಳನ್ನು ಸದುಪಯೋಗಪಡಿಸಿಕೊಳ್ಳಬೇಕು ಎಂದು ತಿಳಿಸಿದರು. ಈ ಸಂದರ್ಭದಲ್ಲಿ ಪ್ರಮುಖರು ಉಪಸ್ಥಿತರಿದ್ದರು. ಗ್ರಾಮದ ಜನರು ಮತ್ತು ಯುವ ಸಮುದಾಯ ಒಗ್ಗಟ್ಟಾಗಿ ಕೆಲಸ ಮಾಡಬೇಕು ಎಂದು ಹೇಳಿದರು. (576, 1220, 742, 1271)
lead: ಶಿವಮೊಗ್ಗ: (740, 1062, 764, 1070)
lead: ಶಿಕಾರಿಪುರ: (30, 1038, 54, 1046)
body-text: ಶಿವಮೊಗ್ಗ ಜಿಲ್ಲೆಯ ವಿವಿಧೆಡೆ ನಡೆದ ಕಾರ್ಯಕ್ರಮದಲ್ಲಿ ಸಾರ್ವಜನಿಕರು, ಗಣ್ಯರು ಹಾಗೂ ಸಂಘ ಸಂಸ್ಥೆಗಳ ಪದಾಧಿಕಾರಿಗಳು ಭಾಗವಹಿಸಿದ್ದರು. ಸಮಾಜದ ಅಭಿವೃದ್ಧಿಗಾಗಿ ಸರ್ಕಾರದ ಯೋಜನೆಗಳನ್ನು ಸದುಪಯೋಗಪಡಿಸಿಕೊಳ್ಳಬೇಕು ಎಂದು ತಿಳಿಸಿದರು. ಈ ಸಂದರ್ಭದಲ್ಲಿ ಪ್ರಮುಖರು ಉಪಸ್ಥಿತರಿದ್ದರು. ಗ್ರಾಮದ ಜನರು ಮತ್ತು ಯುವ ಸಮುದಾಯ ಒಗ್ಗಟ್ಟಾಗಿ ಕೆಲಸ ಮಾಡಬೇಕು ಎಂದು ಹೇಳಿದರು. (444, 196, 674, 230)
body-text: ಶಿವಮೊಗ್ಗ ಜಿಲ್ಲೆಯ ವಿವಿಧೆಡೆ ನಡೆದ ಕಾರ್ಯಕ್ರಮದಲ್ಲಿ ಸಾರ್ವಜನಿಕರು, ಗಣ್ಯರು ಹಾಗೂ ಸಂಘ ಸಂಸ್ಥೆಗಳ ಪದಾಧಿಕಾರಿಗಳು ಭಾಗವಹಿಸಿದ್ದರು. ಸಮಾಜದ ಅಭಿವೃದ್ಧಿಗಾಗಿ ಸರ್ಕಾರದ ಯೋಜನೆಗಳನ್ನು ಸದುಪಯೋಗಪಡಿಸಿಕೊಳ್ಳಬೇಕು ಎಂದು ತಿಳಿಸಿದರು. ಈ ಸಂದರ್ಭದಲ್ಲಿ ಪ್ರಮುಖರು ಉಪಸ್ಥಿತರಿದ್ದರು. ಗ್ರಾಮದ ಜನರು ಮತ್ತು ಯುವ ಸಮುದಾಯ ಒಗ್ಗಟ್ಟಾಗಿ ಕೆಲಸ ಮಾಡಬೇಕು ಎಂದು ಹೇಳಿದರು. (30, 632, 192, 683)
